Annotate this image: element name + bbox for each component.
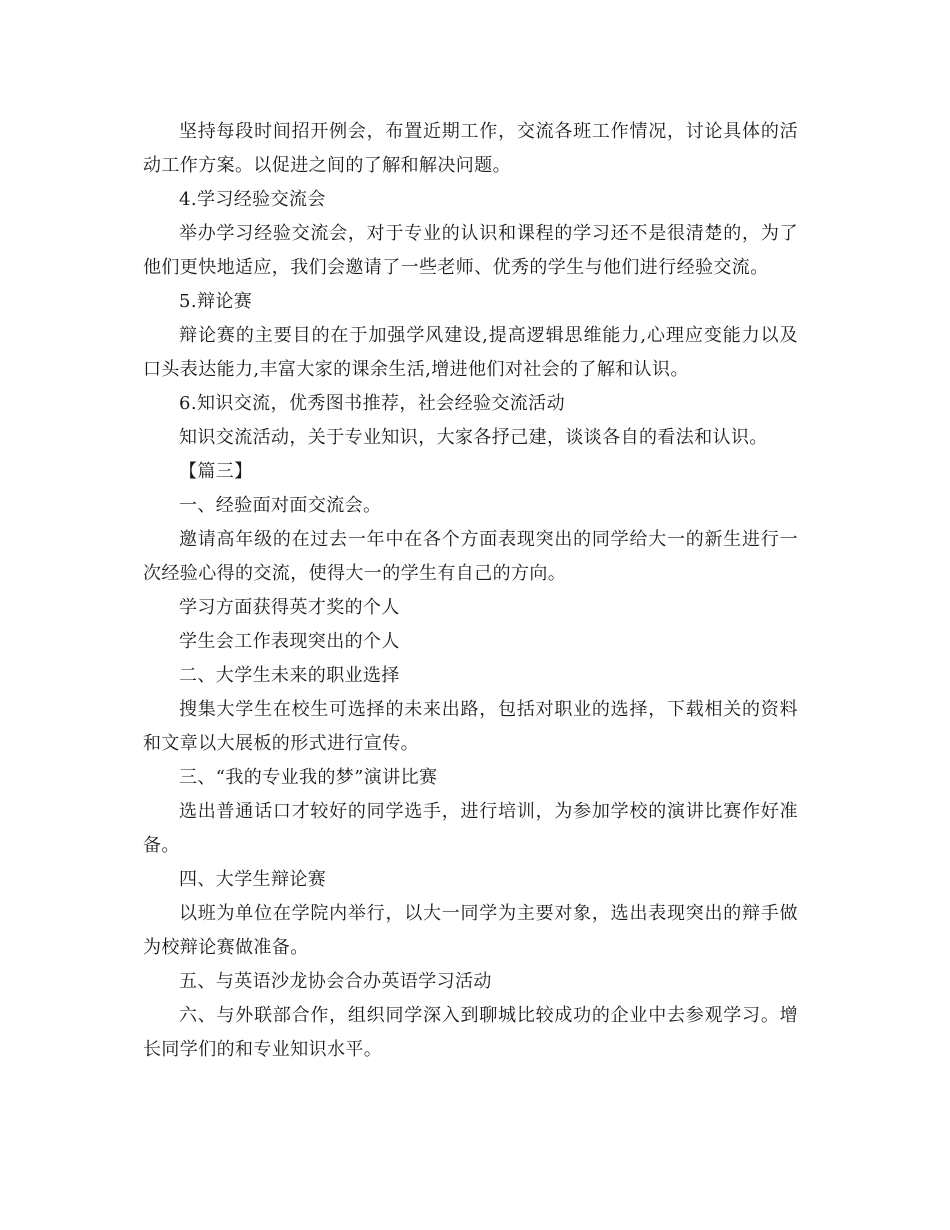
section-title-part-three: 【篇三】 <box>179 461 253 482</box>
paragraph-career-choice: 搜集大学生在校生可选择的未来出路，包括对职业的选择，下载相关的资料和文章以大展板的形式进行宣传。 <box>143 699 798 754</box>
paragraph-knowledge-exchange: 知识交流活动，关于专业知识，大家各抒己建，谈谈各自的看法和认识。 <box>179 427 768 448</box>
paragraph-study-exchange: 举办学习经验交流会，对于专业的认识和课程的学习还不是很清楚的，为了他们更快地适应，我们会邀请了一些老师、优秀的学生与他们进行经验交流。 <box>143 223 798 278</box>
heading-student-debate: 四、大学生辩论赛 <box>179 869 327 890</box>
list-item-student-union: 学生会工作表现突出的个人 <box>179 631 400 652</box>
heading-speech-contest: 三、“我的专业我的梦”演讲比赛 <box>179 767 438 788</box>
heading-knowledge-exchange: 6.知识交流，优秀图书推荐，社会经验交流活动 <box>179 393 565 414</box>
paragraph-speech-contest: 选出普通话口才较好的同学选手，进行培训，为参加学校的演讲比赛作好准备。 <box>143 801 798 856</box>
heading-debate: 5.辩论赛 <box>179 291 253 312</box>
paragraph-debate: 辩论赛的主要目的在于加强学风建设,提高逻辑思维能力,心理应变能力以及口头表达能力,丰富大家的课余生活,增进他们对社会的了解和认识。 <box>143 325 798 380</box>
paragraph-student-debate: 以班为单位在学院内举行，以大一同学为主要对象，选出表现突出的辩手做为校辩论赛做准备。 <box>143 903 798 958</box>
heading-career-choice: 二、大学生未来的职业选择 <box>179 665 400 686</box>
paragraph-experience-meeting: 邀请高年级的在过去一年中在各个方面表现突出的同学给大一的新生进行一次经验心得的交流，使得大一的学生有自己的方向。 <box>143 529 798 584</box>
list-item-scholarship: 学习方面获得英才奖的个人 <box>179 597 400 618</box>
document-body <box>143 115 798 1067</box>
heading-experience-meeting: 一、经验面对面交流会。 <box>179 495 382 516</box>
heading-english-salon: 五、与英语沙龙协会合办英语学习活动 <box>179 971 492 992</box>
paragraph-meeting-routine: 坚持每段时间招开例会，布置近期工作，交流各班工作情况，讨论具体的活动工作方案。以促进之间的了解和解决问题。 <box>143 121 798 176</box>
heading-study-exchange: 4.学习经验交流会 <box>179 189 326 210</box>
paragraph-external-cooperation: 六、与外联部合作，组织同学深入到聊城比较成功的企业中去参观学习。增长同学们的和专业知识水平。 <box>143 1005 798 1060</box>
